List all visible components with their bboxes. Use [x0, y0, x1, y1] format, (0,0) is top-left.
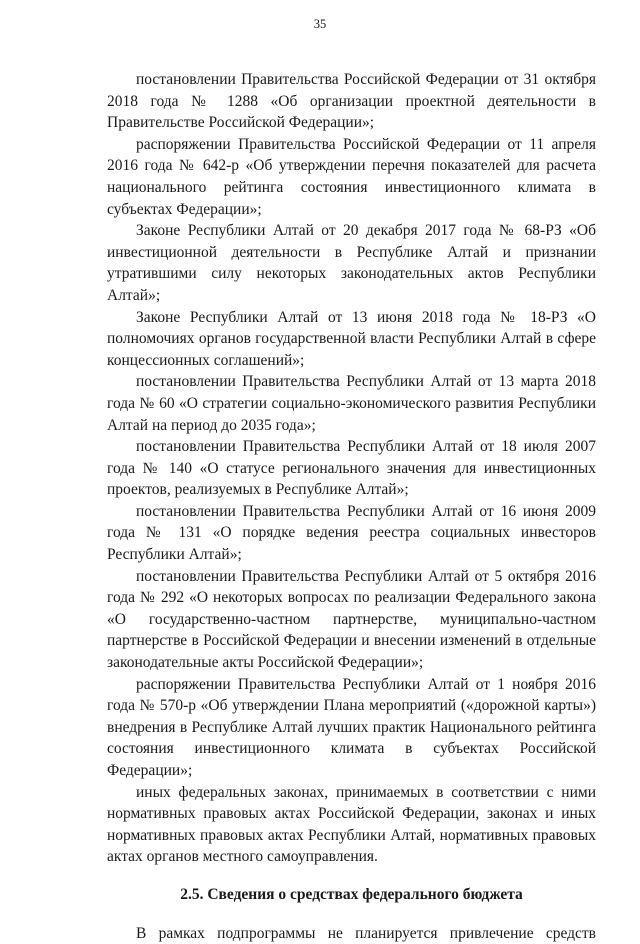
paragraph-1: постановлении Правительства Российской Федерации от 31 октября 2018 года № 1288 «Об организации проектной деятельности в Правительстве Российской Федерации»;: [107, 71, 596, 132]
final-paragraph: В рамках подпрограммы не планируется привлечение средств: [136, 924, 596, 942]
paragraph-7: постановлении Правительства Республики Алтай от 16 июня 2009 года № 131 «О порядке ведения реестра социальных инвесторов Республики Алтай»;: [107, 502, 596, 564]
paragraph-3: Законе Республики Алтай от 20 декабря 2017 года № 68-РЗ «Об инвестиционной деятельности в Республике Алтай и признании утратившими силу некоторых законодательных актов Республики Алтай»;: [107, 222, 596, 304]
section-heading: 2.5. Сведения о средствах федерального бюджета: [180, 885, 523, 903]
page-number: 35: [313, 17, 327, 31]
paragraph-8: постановлении Правительства Республики Алтай от 5 октября 2016 года № 292 «О некоторых вопросах по реализации Федерального закона «О государственно-частном партнерстве, муниципально-частном партнерстве в Российской Федерации и внесении изменений в отдельные законодательные акты Российской Федерации»;: [107, 567, 596, 672]
paragraph-6: постановлении Правительства Республики Алтай от 18 июля 2007 года № 140 «О статусе регионального значения для инвестиционных проектов, реализуемых в Республике Алтай»;: [107, 438, 596, 499]
paragraph-2: распоряжении Правительства Российской Федерации от 11 апреля 2016 года № 642-р «Об утверждении перечня показателей для расчета национального рейтинга состояния инвестиционного климата в субъектах Федерации»;: [107, 135, 596, 218]
paragraph-9: распоряжении Правительства Республики Алтай от 1 ноября 2016 года № 570-р «Об утверждении Плана мероприятий («дорожной карты») внедрения в Республике Алтай лучших практик Национального рейтинга состояния инвестиционного климата в субъектах Российской Федерации»;: [107, 675, 596, 779]
document-body: [107, 69, 596, 944]
paragraph-4: Законе Республики Алтай от 13 июня 2018 года № 18-РЗ «О полномочиях органов государственной власти Республики Алтай в сфере концессионных соглашений»;: [107, 308, 596, 369]
paragraph-5: постановлении Правительства Республики Алтай от 13 марта 2018 года № 60 «О стратегии социально-экономического развития Республики Алтай на период до 2035 года»;: [107, 373, 596, 434]
paragraph-10: иных федеральных законах, принимаемых в соответствии с ними нормативных правовых актах Российской Федерации, законах и иных нормативных правовых актах Республики Алтай, нормативных правовых актах органов местного самоуправления.: [107, 783, 596, 866]
